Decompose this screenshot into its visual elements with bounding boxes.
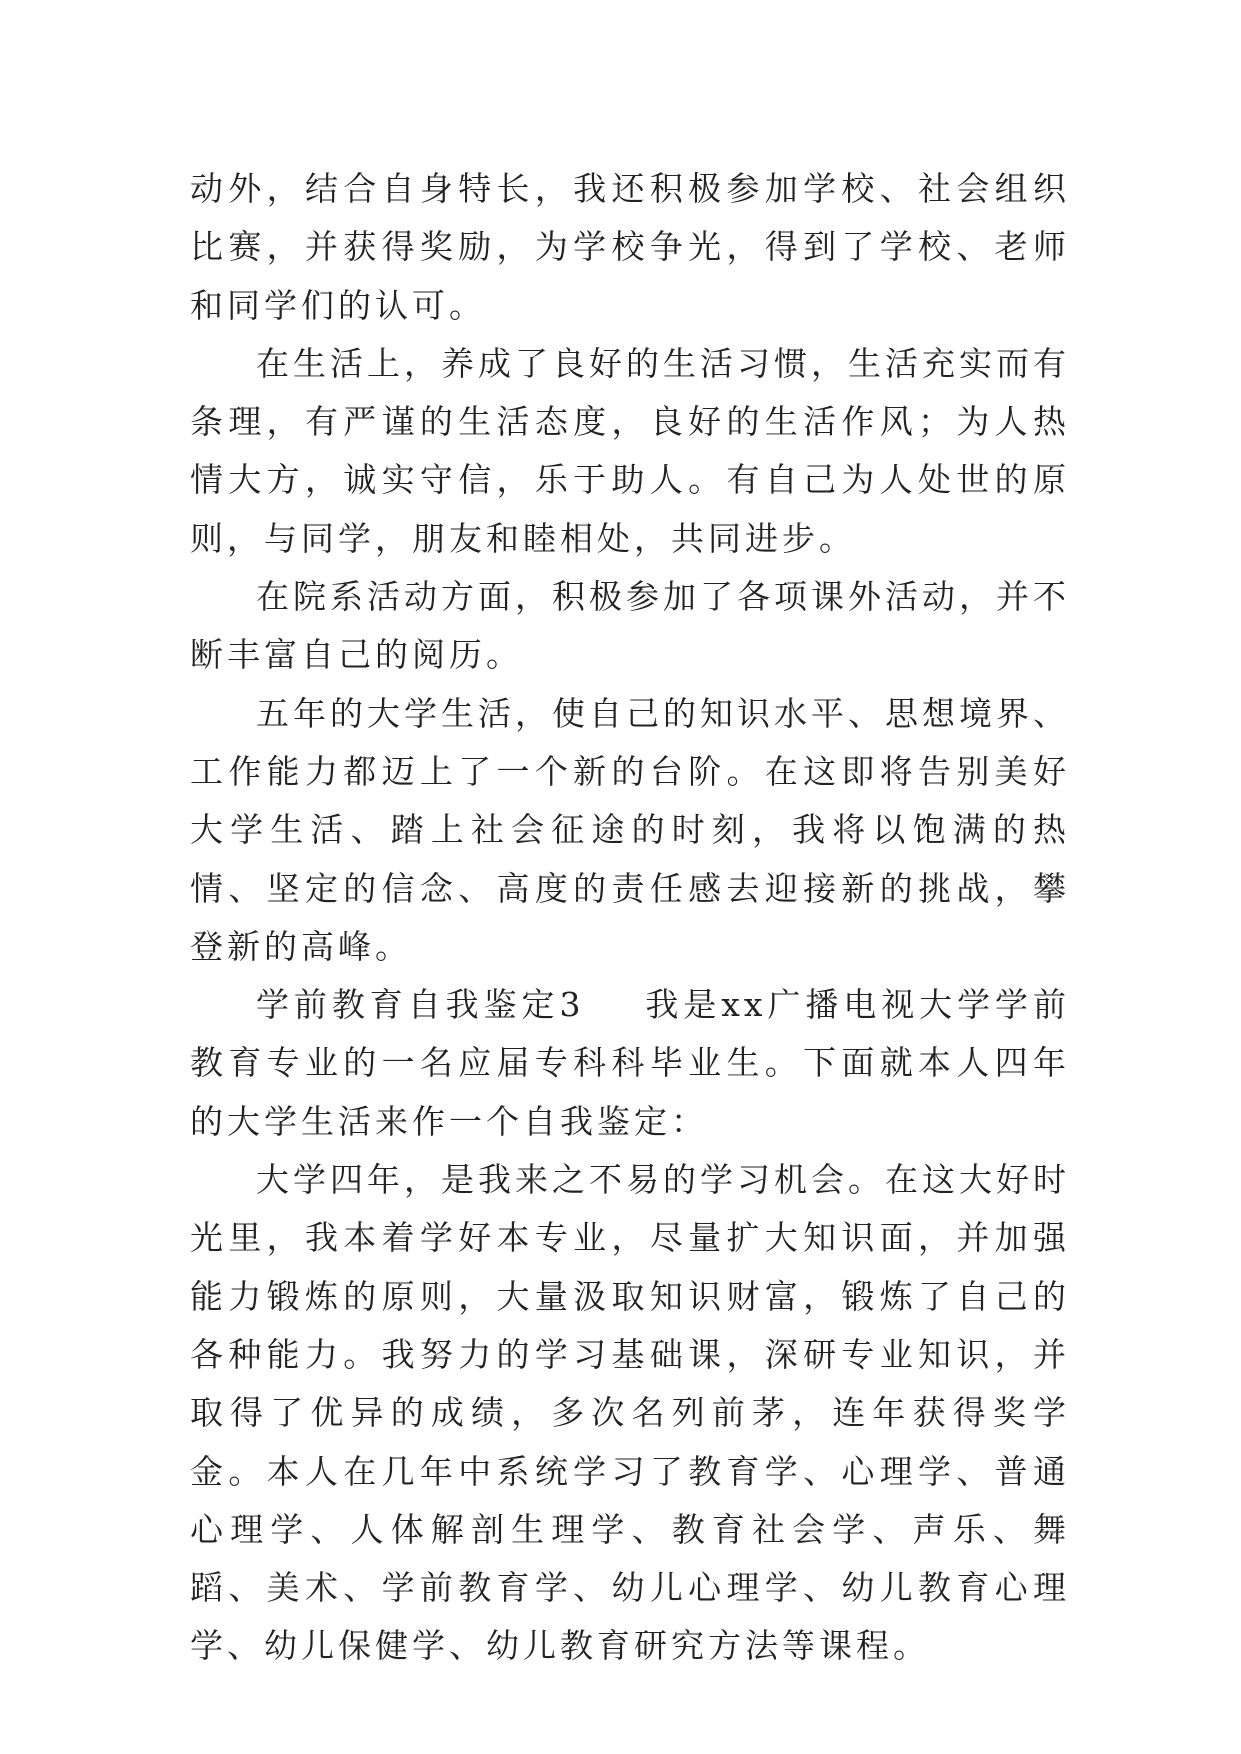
document-body — [190, 160, 1070, 1676]
paragraph-life: 在生活上，养成了良好的生活习惯，生活充实而有条理，有严谨的生活态度，良好的生活作风；为人热情大方，诚实守信，乐于助人。有自己为人处世的原则，与同学，朋友和睦相处，共同进步。 — [190, 343, 1070, 558]
paragraph-section-3 — [190, 976, 1070, 1151]
paragraph-activities: 在院系活动方面，积极参加了各项课外活动，并不断丰富自己的阅历。 — [190, 577, 1070, 675]
paragraph-continuation: 动外，结合自身特长，我还积极参加学校、社会组织比赛，并获得奖励，为学校争光，得到了学校、老师和同学们的认可。 — [190, 169, 1070, 325]
paragraph-summary: 五年的大学生活，使自己的知识水平、思想境界、工作能力都迈上了一个新的台阶。在这即将告别美好大学生活、踏上社会征途的时刻，我将以饱满的热情、坚定的信念、高度的责任感去迎接新的挑战，攀登新的高峰。 — [190, 693, 1070, 966]
section-intro: 我是xx广播电视大学学前教育专业的一名应届专科科毕业生。下面就本人四年的大学生活来作一个自我鉴定： — [190, 985, 1070, 1141]
section-heading: 学前教育自我鉴定3 — [256, 985, 585, 1025]
paragraph-study: 大学四年，是我来之不易的学习机会。在这大好时光里，我本着学好本专业，尽量扩大知识面，并加强能力锻炼的原则，大量汲取知识财富，锻炼了自己的各种能力。我努力的学习基础课，深研专业知识，并取得了优异的成绩，多次名列前茅，连年获得奖学金。本人在几年中系统学习了教育学、心理学、普通心理学、人体解剖生理学、教育社会学、声乐、舞蹈、美术、学前教育学、幼儿心理学、幼儿教育心理学、幼儿保健学、幼儿教育研究方法等课程。 — [190, 1160, 1070, 1666]
